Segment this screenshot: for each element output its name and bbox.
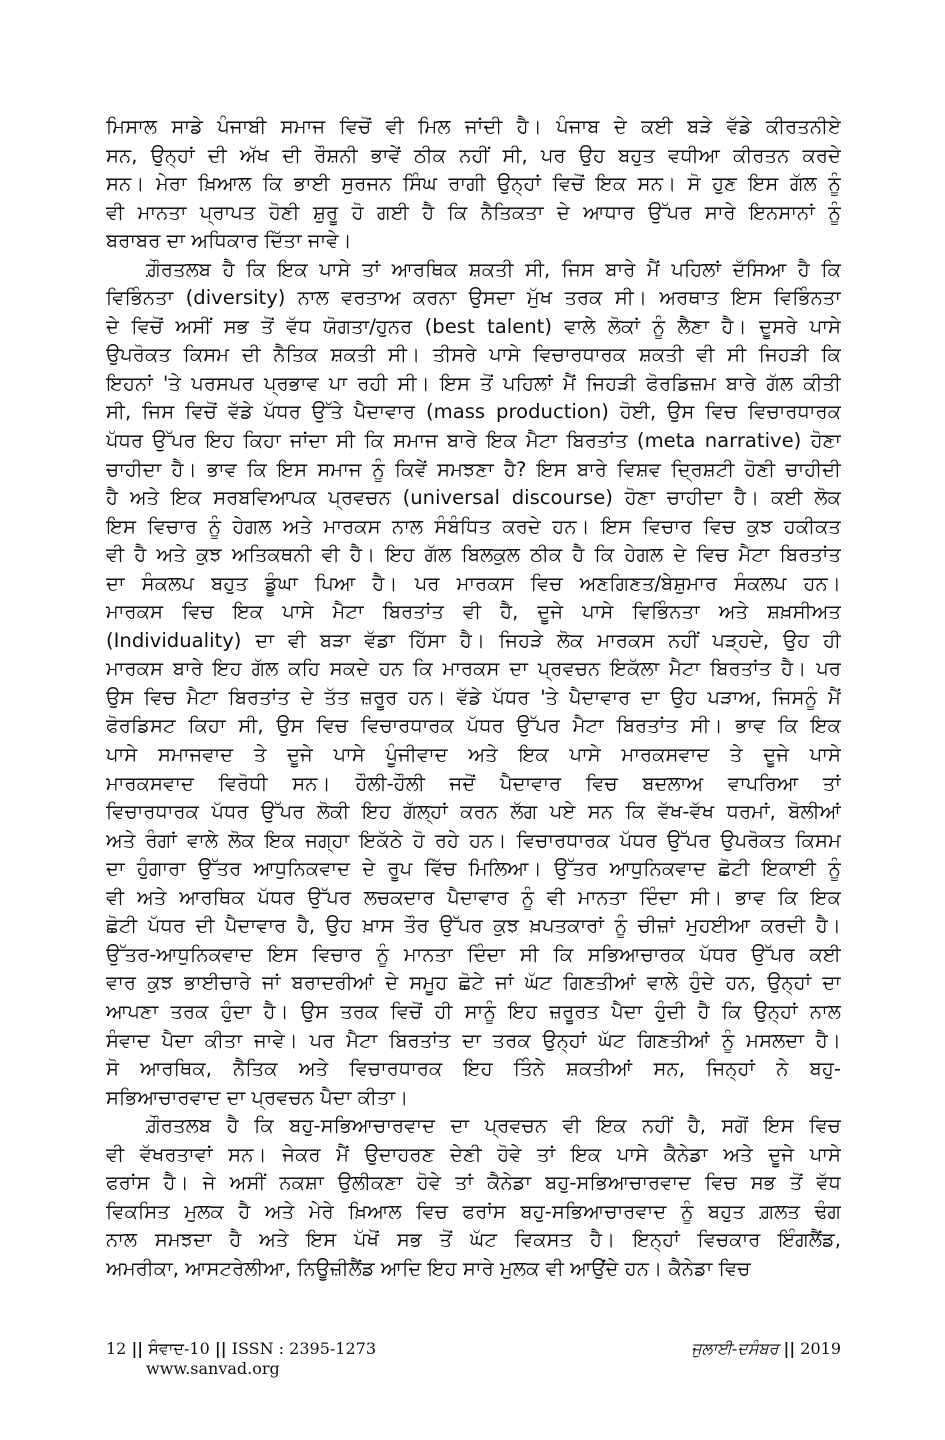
text-line: ਪੱਧਰ ਉੱਪਰ ਇਹ ਕਿਹਾ ਜਾਂਦਾ ਸੀ ਕਿ ਸਮਾਜ ਬਾਰੇ ਇਕ ਮੈਟਾ ਬਿਰਤਾਂਤ (meta narrative) ਹੋਣਾ [106,429,841,453]
text-line: ਸਨ, ਉਨ੍ਹਾਂ ਦੀ ਅੱਖ ਦੀ ਰੌਸ਼ਨੀ ਭਾਵੇਂ ਠੀਕ ਨਹੀਂ ਸੀ, ਪਰ ਉਹ ਬਹੁਤ ਵਧੀਆ ਕੀਰਤਨ ਕਰਦੇ [106,143,841,167]
journal-name: ਸੰਵਾਦ-10 [148,1339,210,1358]
text-line: ਇਸ ਵਿਚਾਰ ਨੂੰ ਹੇਗਲ ਅਤੇ ਮਾਰਕਸ ਨਾਲ ਸੰਬੰਧਿਤ ਕਰਦੇ ਹਨ। ਇਸ ਵਿਚਾਰ ਵਿਚ ਕੁਝ ਹਕੀਕਤ [106,514,841,538]
text-line: ਗ਼ੌਰਤਲਬ ਹੈ ਕਿ ਇਕ ਪਾਸੇ ਤਾਂ ਆਰਥਿਕ ਸ਼ਕਤੀ ਸੀ, ਜਿਸ ਬਾਰੇ ਮੈਂ ਪਹਿਲਾਂ ਦੱਸਿਆ ਹੈ ਕਿ [146,257,841,281]
text-line: ਸੰਵਾਦ ਪੈਦਾ ਕੀਤਾ ਜਾਵੇ। ਪਰ ਮੈਟਾ ਬਿਰਤਾਂਤ ਦਾ ਤਰਕ ਉਨ੍ਹਾਂ ਘੱਟ ਗਿਣਤੀਆਂ ਨੂੰ ਮਸਲਦਾ ਹੈ। [106,1028,841,1052]
issue-season: ਜੁਲਾਈ-ਦਸੰਬਰ [691,1339,779,1358]
text-line: ਉਪਰੋਕਤ ਕਿਸਮ ਦੀ ਨੈਤਿਕ ਸ਼ਕਤੀ ਸੀ। ਤੀਸਰੇ ਪਾਸੇ ਵਿਚਾਰਧਾਰਕ ਸ਼ਕਤੀ ਵੀ ਸੀ ਜਿਹੜੀ ਕਿ [106,343,841,367]
text-line: ਗ਼ੌਰਤਲਬ ਹੈ ਕਿ ਬਹੁ-ਸਭਿਆਚਾਰਵਾਦ ਦਾ ਪ੍ਰਵਚਨ ਵੀ ਇਕ ਨਹੀਂ ਹੈ, ਸਗੋਂ ਇਸ ਵਿਚ [146,1114,841,1138]
issn-number: ISSN : 2395-1273 [231,1339,376,1358]
footer-separator: || [131,1339,144,1358]
paragraph [106,256,841,1112]
text-line: ਵੀ ਅਤੇ ਆਰਥਿਕ ਪੱਧਰ ਉੱਪਰ ਲਚਕਦਾਰ ਪੈਦਾਵਾਰ ਨੂੰ ਵੀ ਮਾਨਤਾ ਦਿੰਦਾ ਸੀ। ਭਾਵ ਕਿ ਇਕ [106,885,841,909]
text-line: ਉਸ ਵਿਚ ਮੈਟਾ ਬਿਰਤਾਂਤ ਦੇ ਤੱਤ ਜ਼ਰੂਰ ਹਨ। ਵੱਡੇ ਪੱਧਰ 'ਤੇ ਪੈਦਾਵਾਰ ਦਾ ਉਹ ਪੜਾਅ, ਜਿਸਨੂੰ ਮੈਂ [106,685,841,709]
footer-left [106,1339,376,1358]
text-line: ਪਾਸੇ ਸਮਾਜਵਾਦ ਤੇ ਦੂਜੇ ਪਾਸੇ ਪੂੰਜੀਵਾਦ ਅਤੇ ਇਕ ਪਾਸੇ ਮਾਰਕਸਵਾਦ ਤੇ ਦੂਜੇ ਪਾਸੇ [106,743,841,767]
text-line: ਮਿਸਾਲ ਸਾਡੇ ਪੰਜਾਬੀ ਸਮਾਜ ਵਿਚੋਂ ਵੀ ਮਿਲ ਜਾਂਦੀ ਹੈ। ਪੰਜਾਬ ਦੇ ਕਈ ਬੜੇ ਵੱਡੇ ਕੀਰਤਨੀਏ [106,115,841,138]
text-line: ਫੋਰਡਿਸਟ ਕਿਹਾ ਸੀ, ਉਸ ਵਿਚ ਵਿਚਾਰਧਾਰਕ ਪੱਧਰ ਉੱਪਰ ਮੈਟਾ ਬਿਰਤਾਂਤ ਸੀ। ਭਾਵ ਕਿ ਇਕ [106,714,841,738]
text-line: ਬਰਾਬਰ ਦਾ ਅਧਿਕਾਰ ਦਿੱਤਾ ਜਾਵੇ। [106,229,352,253]
issue-year: 2019 [800,1339,841,1358]
text-line: ਵੀ ਹੈ ਅਤੇ ਕੁਝ ਅਤਿਕਥਨੀ ਵੀ ਹੈ। ਇਹ ਗੱਲ ਬਿਲਕੁਲ ਠੀਕ ਹੈ ਕਿ ਹੇਗਲ ਦੇ ਵਿਚ ਮੈਟਾ ਬਿਰਤਾਂਤ [106,543,841,567]
text-line: ਮਾਰਕਸ ਬਾਰੇ ਇਹ ਗੱਲ ਕਹਿ ਸਕਦੇ ਹਨ ਕਿ ਮਾਰਕਸ ਦਾ ਪ੍ਰਵਚਨ ਇਕੱਲਾ ਮੈਟਾ ਬਿਰਤਾਂਤ ਹੈ। ਪਰ [106,657,841,681]
paragraph [106,1112,841,1283]
text-line: ਉੱਤਰ-ਆਧੁਨਿਕਵਾਦ ਇਸ ਵਿਚਾਰ ਨੂੰ ਮਾਨਤਾ ਦਿੰਦਾ ਸੀ ਕਿ ਸਭਿਆਚਾਰਕ ਪੱਧਰ ਉੱਪਰ ਕਈ [106,942,841,966]
text-line: ਵਿਕਸਿਤ ਮੁਲਕ ਹੈ ਅਤੇ ਮੇਰੇ ਖ਼ਿਆਲ ਵਿਚ ਫਰਾਂਸ ਬਹੁ-ਸਭਿਆਚਾਰਵਾਦ ਨੂੰ ਬਹੁਤ ਗ਼ਲਤ ਢੰਗ [106,1199,841,1223]
text-line: ਫਰਾਂਸ ਹੈ। ਜੇ ਅਸੀਂ ਨਕਸ਼ਾ ਉਲੀਕਣਾ ਹੋਵੇ ਤਾਂ ਕੈਨੇਡਾ ਬਹੁ-ਸਭਿਆਚਾਰਵਾਦ ਵਿਚ ਸਭ ਤੋਂ ਵੱਧ [106,1171,841,1195]
text-line: ਵਿਚਾਰਧਾਰਕ ਪੱਧਰ ਉੱਪਰ ਲੋਕੀ ਇਹ ਗੱਲ੍ਹਾਂ ਕਰਨ ਲੱਗ ਪਏ ਸਨ ਕਿ ਵੱਖ-ਵੱਖ ਧਰਮਾਂ, ਬੋਲੀਆਂ [106,800,841,824]
text-line: ਆਪਣਾ ਤਰਕ ਹੁੰਦਾ ਹੈ। ਉਸ ਤਰਕ ਵਿਚੋਂ ਹੀ ਸਾਨੂੰ ਇਹ ਜ਼ਰੂਰਤ ਪੈਦਾ ਹੁੰਦੀ ਹੈ ਕਿ ਉਨ੍ਹਾਂ ਨਾਲ [106,999,841,1023]
article-body [106,113,841,1283]
text-line: ਦਾ ਹੁੰਗਾਰਾ ਉੱਤਰ ਆਧੁਨਿਕਵਾਦ ਦੇ ਰੂਪ ਵਿੱਚ ਮਿਲਿਆ। ਉੱਤਰ ਆਧੁਨਿਕਵਾਦ ਛੋਟੀ ਇਕਾਈ ਨੂੰ [106,857,841,881]
text-line: ਸੀ, ਜਿਸ ਵਿਚੋਂ ਵੱਡੇ ਪੱਧਰ ਉੱਤੇ ਪੈਦਾਵਾਰ (mass production) ਹੋਈ, ਉਸ ਵਿਚ ਵਿਚਾਰਧਾਰਕ [106,400,841,424]
text-line: ਵੀ ਵੱਖਰਤਾਵਾਂ ਸਨ। ਜੇਕਰ ਮੈਂ ਉਦਾਹਰਣ ਦੇਣੀ ਹੋਵੇ ਤਾਂ ਇਕ ਪਾਸੇ ਕੈਨੇਡਾ ਅਤੇ ਦੂਜੇ ਪਾਸੇ [106,1142,841,1166]
text-line: (Individuality) ਦਾ ਵੀ ਬੜਾ ਵੱਡਾ ਹਿੱਸਾ ਹੈ। ਜਿਹੜੇ ਲੋਕ ਮਾਰਕਸ ਨਹੀਂ ਪੜ੍ਹਦੇ, ਉਹ ਹੀ [106,628,841,652]
text-line: ਇਹਨਾਂ 'ਤੇ ਪਰਸਪਰ ਪ੍ਰਭਾਵ ਪਾ ਰਹੀ ਸੀ। ਇਸ ਤੋਂ ਪਹਿਲਾਂ ਮੈਂ ਜਿਹੜੀ ਫੋਰਡਿਜ਼ਮ ਬਾਰੇ ਗੱਲ ਕੀਤੀ [106,371,841,395]
text-line: ਅਤੇ ਰੰਗਾਂ ਵਾਲੇ ਲੋਕ ਇਕ ਜਗ੍ਹਾ ਇਕੱਠੇ ਹੋ ਰਹੇ ਹਨ। ਵਿਚਾਰਧਾਰਕ ਪੱਧਰ ਉੱਪਰ ਉਪਰੋਕਤ ਕਿਸਮ [106,828,841,852]
website-link[interactable]: www.sanvad.org [146,1359,280,1378]
text-line: ਸਨ। ਮੇਰਾ ਖ਼ਿਆਲ ਕਿ ਭਾਈ ਸੁਰਜਨ ਸਿੰਘ ਰਾਗੀ ਉਨ੍ਹਾਂ ਵਿਚੋਂ ਇਕ ਸਨ। ਸੋ ਹੁਣ ਇਸ ਗੱਲ ਨੂੰ [106,172,841,196]
footer-right [691,1339,841,1358]
text-line: ਮਾਰਕਸ ਵਿਚ ਇਕ ਪਾਸੇ ਮੈਟਾ ਬਿਰਤਾਂਤ ਵੀ ਹੈ, ਦੂਜੇ ਪਾਸੇ ਵਿਭਿੰਨਤਾ ਅਤੇ ਸ਼ਖ਼ਸੀਅਤ [106,600,841,624]
page-number: 12 [106,1339,127,1358]
text-line: ਵਾਰ ਕੁਝ ਭਾਈਚਾਰੇ ਜਾਂ ਬਰਾਦਰੀਆਂ ਦੇ ਸਮੂਹ ਛੋਟੇ ਜਾਂ ਘੱਟ ਗਿਣਤੀਆਂ ਵਾਲੇ ਹੁੰਦੇ ਹਨ, ਉਨ੍ਹਾਂ ਦਾ [106,971,841,995]
text-line: ਹੈ ਅਤੇ ਇਕ ਸਰਬਵਿਆਪਕ ਪ੍ਰਵਚਨ (universal discourse) ਹੋਣਾ ਚਾਹੀਦਾ ਹੈ। ਕਈ ਲੋਕ [106,486,841,510]
footer-separator: || [214,1339,227,1358]
text-line: ਵਿਭਿੰਨਤਾ (diversity) ਨਾਲ ਵਰਤਾਅ ਕਰਨਾ ਉਸਦਾ ਮੁੱਖ ਤਰਕ ਸੀ। ਅਰਥਾਤ ਇਸ ਵਿਭਿੰਨਤਾ [106,286,841,310]
text-line: ਸੋ ਆਰਥਿਕ, ਨੈਤਿਕ ਅਤੇ ਵਿਚਾਰਧਾਰਕ ਇਹ ਤਿੰਨੇ ਸ਼ਕਤੀਆਂ ਸਨ, ਜਿਨ੍ਹਾਂ ਨੇ ਬਹੁ- [106,1057,841,1081]
text-line: ਦਾ ਸੰਕਲਪ ਬਹੁਤ ਡੂੰਘਾ ਪਿਆ ਹੈ। ਪਰ ਮਾਰਕਸ ਵਿਚ ਅਣਗਿਣਤ/ਬੇਸ਼ੁਮਾਰ ਸੰਕਲਪ ਹਨ। [106,571,841,595]
paragraph [106,113,841,256]
text-line: ਸਭਿਆਚਾਰਵਾਦ ਦਾ ਪ੍ਰਵਚਨ ਪੈਦਾ ਕੀਤਾ। [106,1085,409,1109]
text-line: ਛੋਟੀ ਪੱਧਰ ਦੀ ਪੈਦਾਵਾਰ ਹੈ, ਉਹ ਖ਼ਾਸ ਤੌਰ ਉੱਪਰ ਕੁਝ ਖ਼ਪਤਕਾਰਾਂ ਨੂੰ ਚੀਜ਼ਾਂ ਮੁਹਈਆ ਕਰਦੀ ਹੈ। [106,914,841,938]
text-line: ਦੇ ਵਿਚੋਂ ਅਸੀਂ ਸਭ ਤੋਂ ਵੱਧ ਯੋਗਤਾ/ਹੁਨਰ (best talent) ਵਾਲੇ ਲੋਕਾਂ ਨੂੰ ਲੈਣਾ ਹੈ। ਦੂਸਰੇ ਪਾਸੇ [106,314,841,338]
text-line: ਚਾਹੀਦਾ ਹੈ। ਭਾਵ ਕਿ ਇਸ ਸਮਾਜ ਨੂੰ ਕਿਵੇਂ ਸਮਝਣਾ ਹੈ? ਇਸ ਬਾਰੇ ਵਿਸ਼ਵ ਦ੍ਰਿਸ਼ਟੀ ਹੋਣੀ ਚਾਹੀਦੀ [106,457,841,481]
text-line: ਮਾਰਕਸਵਾਦ ਵਿਰੋਧੀ ਸਨ। ਹੌਲੀ-ਹੌਲੀ ਜਦੋਂ ਪੈਦਾਵਾਰ ਵਿਚ ਬਦਲਾਅ ਵਾਪਰਿਆ ਤਾਂ [106,771,841,795]
text-line: ਅਮਰੀਕਾ, ਆਸਟਰੇਲੀਆ, ਨਿਊਜ਼ੀਲੈਂਡ ਆਦਿ ਇਹ ਸਾਰੇ ਮੁਲਕ ਵੀ ਆਉਂਦੇ ਹਨ। ਕੈਨੇਡਾ ਵਿਚ [106,1256,751,1280]
footer-separator: || [783,1339,796,1358]
text-line: ਨਾਲ ਸਮਝਦਾ ਹੈ ਅਤੇ ਇਸ ਪੱਖੋਂ ਸਭ ਤੋਂ ਘੱਟ ਵਿਕਸਤ ਹੈ। ਇਨ੍ਹਾਂ ਵਿਚਕਾਰ ਇੰਗਲੈਂਡ, [106,1228,841,1252]
text-line: ਵੀ ਮਾਨਤਾ ਪ੍ਰਾਪਤ ਹੋਣੀ ਸ਼ੁਰੂ ਹੋ ਗਈ ਹੈ ਕਿ ਨੈਤਿਕਤਾ ਦੇ ਆਧਾਰ ਉੱਪਰ ਸਾਰੇ ਇਨਸਾਨਾਂ ਨੂੰ [106,200,841,224]
